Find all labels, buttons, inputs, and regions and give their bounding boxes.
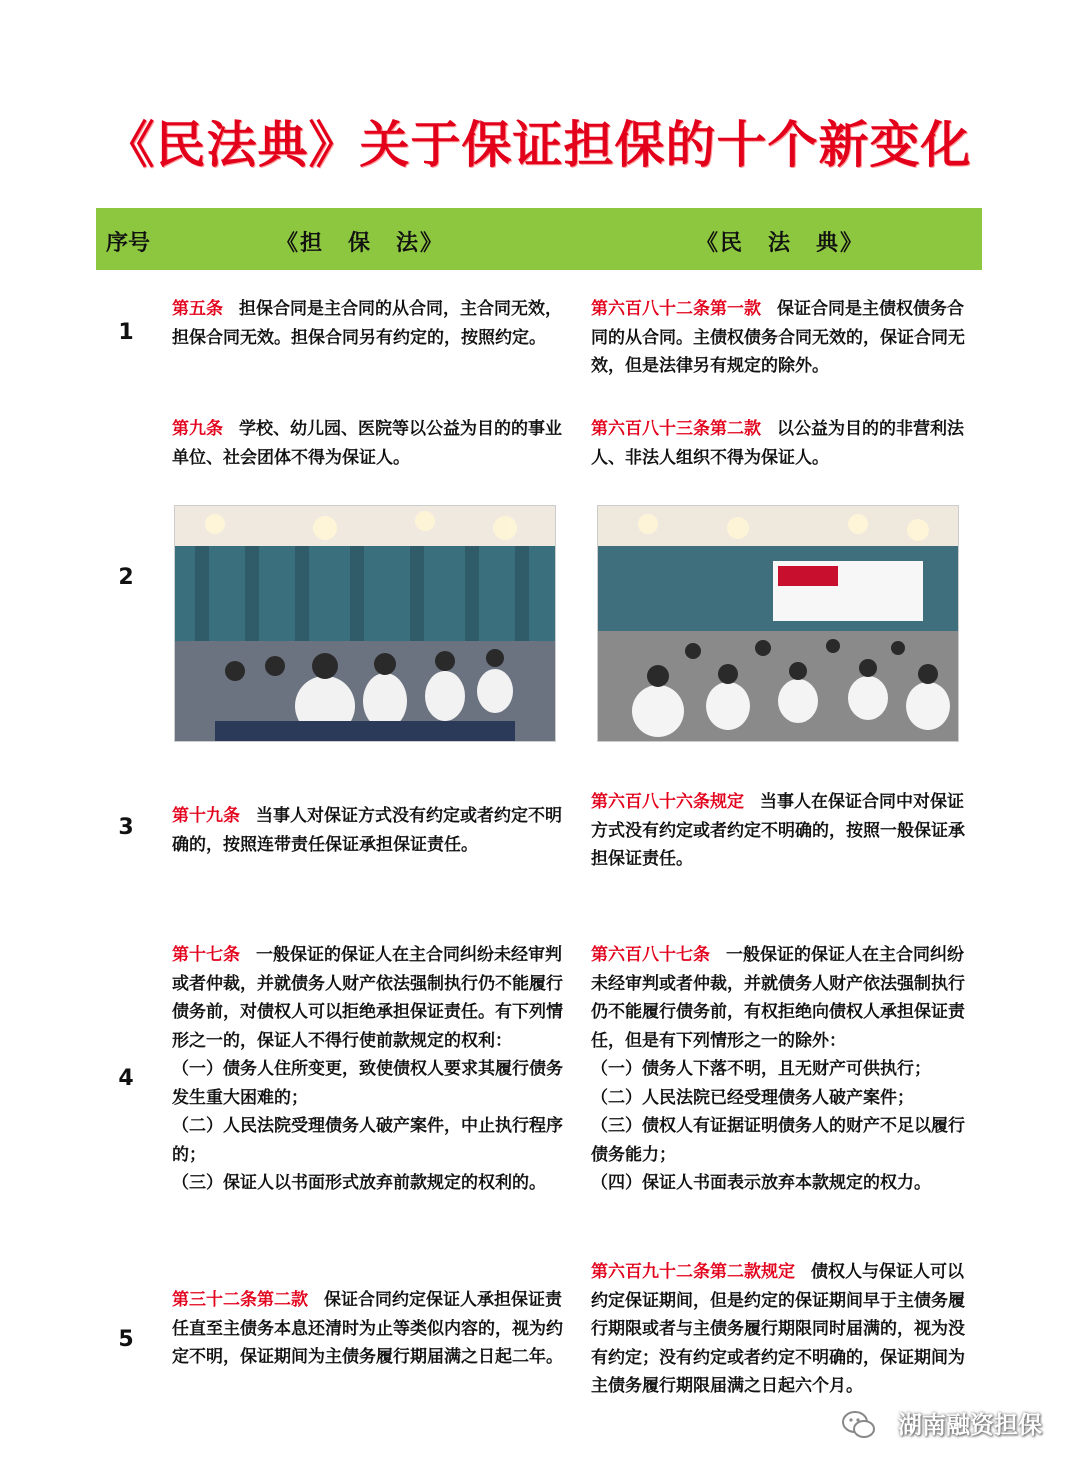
article-ref: 第三十二条第二款 [172, 1290, 308, 1310]
guarantee-law-cell [172, 802, 564, 859]
guarantee-law-cell [172, 295, 564, 352]
civil-code-cell [591, 415, 973, 472]
article-text: 债权人与保证人可以约定保证期间，但是约定的保证期间早于主债务履行期限或者与主债务履行期限同时届满的，视为没有约定；没有约定或者约定不明确的，保证期间为主债务履行期限届满之日起六个月。 [591, 1262, 965, 1396]
row-number: 2 [118, 565, 134, 590]
article-text: 学校、幼儿园、医院等以公益为目的的事业单位、社会团体不得为保证人。 [172, 419, 562, 468]
article-text: 一般保证的保证人在主合同纠纷未经审判或者仲裁，并就债务人财产依法强制执行仍不能履行债务前，对债权人可以拒绝承担保证责任。有下列情形之一的，保证人不得行使前款规定的权利： [172, 945, 563, 1051]
row-number: 4 [118, 1066, 134, 1091]
list-item: （一）债务人下落不明，且无财产可供执行； [591, 1059, 931, 1079]
row-number: 3 [118, 815, 134, 840]
conference-photo-left [174, 505, 556, 742]
page-title: 《民法典》关于保证担保的十个新变化 [104, 116, 972, 174]
article-ref: 第十九条 [172, 806, 240, 826]
list-item: （二）人民法院已经受理债务人破产案件； [591, 1087, 914, 1108]
row-number: 5 [118, 1327, 134, 1352]
article-ref: 第六百八十六条规定 [591, 792, 744, 812]
article-text: 保证合同约定保证人承担保证责任直至主债务本息还清时为止等类似内容的，视为约定不明，保证期间为主债务履行期届满之日起二年。 [172, 1290, 563, 1367]
article-ref: 第六百九十二条第二款规定 [591, 1262, 795, 1282]
civil-code-cell [591, 295, 973, 381]
list-item: （三）保证人以书面形式放弃前款规定的权利的。 [172, 1173, 546, 1193]
article-text: 当事人对保证方式没有约定或者约定不明确的，按照连带责任保证承担保证责任。 [172, 806, 562, 855]
article-text: 保证合同是主债权债务合同的从合同。主债权债务合同无效的，保证合同无效，但是法律另有规定的除外。 [591, 299, 965, 376]
article-ref: 第九条 [172, 419, 223, 439]
watermark: 湖南融资担保 [898, 1411, 1042, 1439]
article-text: 以公益为目的的非营利法人、非法人组织不得为保证人。 [591, 419, 964, 468]
list-item: （三）债权人有证据证明债务人的财产不足以履行债务能力； [591, 1116, 965, 1165]
civil-code-cell [591, 941, 973, 1198]
header-col-a: 《担 保 法》 [276, 231, 445, 256]
article-ref: 第六百八十七条 [591, 945, 710, 965]
row-number: 1 [118, 320, 134, 345]
header-num: 序号 [106, 231, 151, 256]
guarantee-law-cell [172, 1286, 564, 1372]
list-item: （一）债务人住所变更，致使债权人要求其履行债务发生重大困难的； [172, 1059, 563, 1108]
wechat-icon [842, 1410, 876, 1440]
list-item: （二）人民法院受理债务人破产案件，中止执行程序的； [172, 1116, 563, 1165]
conference-photo-right [597, 505, 959, 742]
list-item: （四）保证人书面表示放弃本款规定的权力。 [591, 1173, 931, 1193]
article-ref: 第五条 [172, 299, 223, 319]
civil-code-cell [591, 788, 973, 874]
civil-code-cell [591, 1258, 973, 1401]
article-text: 一般保证的保证人在主合同纠纷未经审判或者仲裁，并就债务人财产依法强制执行仍不能履行债务前，有权拒绝向债权人承担保证责任，但是有下列情形之一的除外： [591, 945, 965, 1051]
guarantee-law-cell [172, 415, 564, 472]
table-header [96, 208, 982, 270]
header-col-b: 《民 法 典》 [696, 231, 865, 256]
article-ref: 第六百八十三条第二款 [591, 419, 761, 439]
article-ref: 第六百八十二条第一款 [591, 299, 761, 319]
guarantee-law-cell [172, 941, 564, 1198]
article-text: 当事人在保证合同中对保证方式没有约定或者约定不明确的，按照一般保证承担保证责任。 [591, 792, 965, 869]
article-ref: 第十七条 [172, 945, 240, 965]
article-text: 担保合同是主合同的从合同，主合同无效，担保合同无效。担保合同另有约定的，按照约定。 [172, 299, 562, 348]
